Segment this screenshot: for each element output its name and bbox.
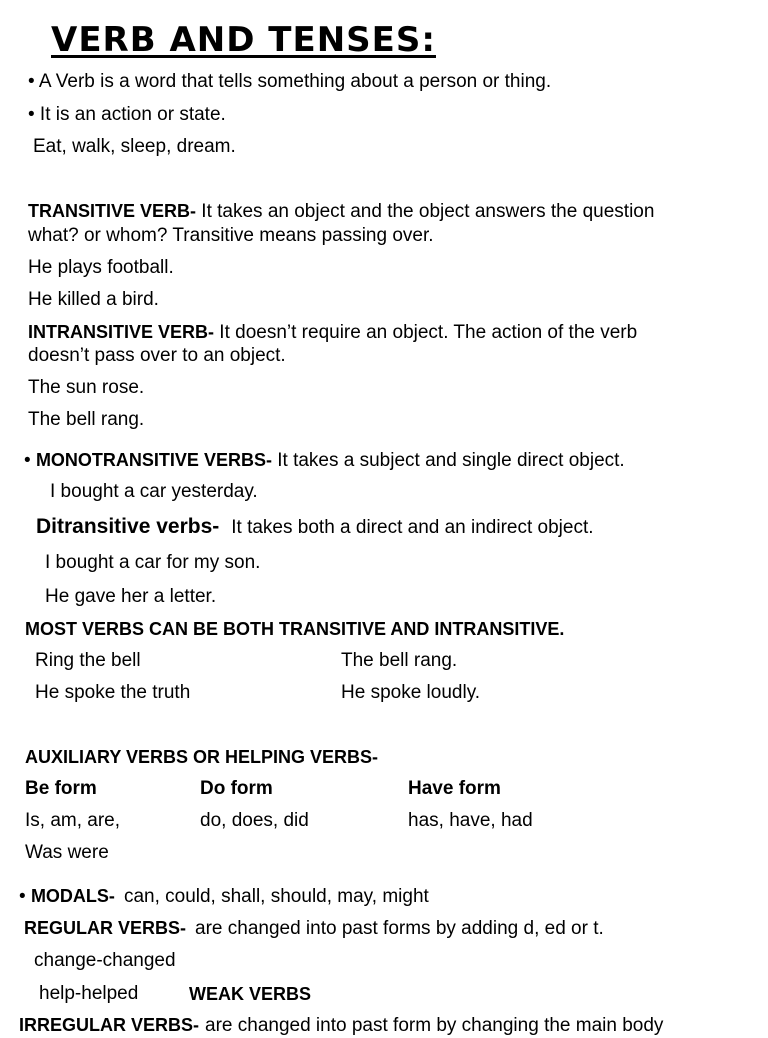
intro-bullet-definition: • A Verb is a word that tells something about a person or thing. (28, 71, 552, 92)
intro-examples: Eat, walk, sleep, dream. (33, 136, 236, 157)
ditransitive-example-1: I bought a car for my son. (45, 552, 261, 573)
irregular-definition (19, 1013, 663, 1038)
both-heading: MOST VERBS CAN BE BOTH TRANSITIVE AND INTRANSITIVE. (25, 619, 565, 639)
page-title: VERB AND TENSES: (51, 20, 436, 60)
regular-text: are changed into past forms by adding d, ed or t. (195, 918, 604, 939)
intransitive-definition (28, 320, 637, 345)
regular-definition (24, 916, 604, 941)
intransitive-text: It doesn’t require an object. The action of the verb (214, 322, 638, 343)
transitive-text: It takes an object and the object answers the question (196, 201, 655, 222)
both-row-1-left: Ring the bell (35, 650, 141, 671)
modals-bullet: • (19, 886, 26, 907)
transitive-text-continued: what? or whom? Transitive means passing over. (28, 225, 434, 246)
auxiliary-heading: AUXILIARY VERBS OR HELPING VERBS- (25, 747, 379, 767)
intransitive-label: INTRANSITIVE VERB- (28, 322, 215, 342)
ditransitive-label: Ditransitive verbs- (36, 515, 220, 538)
aux-have-forms: has, have, had (408, 810, 533, 831)
regular-example-1: change-changed (34, 950, 176, 971)
intransitive-example-2: The bell rang. (28, 409, 145, 430)
regular-example-2: help-helped (39, 983, 139, 1004)
aux-header-do: Do form (200, 778, 273, 799)
aux-be-forms-past: Was were (25, 842, 109, 863)
modals-line (19, 884, 429, 909)
monotransitive-example: I bought a car yesterday. (50, 481, 258, 502)
regular-label: REGULAR VERBS- (24, 918, 187, 938)
ditransitive-example-2: He gave her a letter. (45, 586, 217, 607)
aux-do-forms: do, does, did (200, 810, 309, 831)
aux-header-be: Be form (25, 778, 97, 799)
both-row-2-right: He spoke loudly. (341, 682, 481, 703)
ditransitive-definition (36, 515, 594, 540)
monotransitive-text: It takes a subject and single direct object. (271, 450, 625, 471)
weak-verbs-label: WEAK VERBS (189, 984, 312, 1004)
modals-label: MODALS- (30, 886, 115, 906)
ditransitive-text: It takes both a direct and an indirect object. (231, 517, 594, 538)
monotransitive-definition (24, 448, 625, 473)
irregular-text: are changed into past form by changing the main body (205, 1015, 664, 1036)
aux-be-forms: Is, am, are, (25, 810, 121, 831)
monotransitive-bullet: • (24, 450, 31, 471)
intro-bullet-action-state: • It is an action or state. (28, 104, 226, 125)
transitive-definition (28, 199, 654, 224)
intransitive-text-continued: doesn’t pass over to an object. (28, 345, 286, 366)
irregular-label: IRREGULAR VERBS- (19, 1015, 200, 1035)
aux-header-have: Have form (408, 778, 501, 799)
transitive-label: TRANSITIVE VERB- (28, 201, 197, 221)
monotransitive-label: MONOTRANSITIVE VERBS- (35, 450, 272, 470)
modals-text: can, could, shall, should, may, might (123, 886, 429, 907)
both-row-1-right: The bell rang. (341, 650, 458, 671)
transitive-example-1: He plays football. (28, 257, 174, 278)
both-row-2-left: He spoke the truth (35, 682, 191, 703)
intransitive-example-1: The sun rose. (28, 377, 145, 398)
transitive-example-2: He killed a bird. (28, 289, 159, 310)
